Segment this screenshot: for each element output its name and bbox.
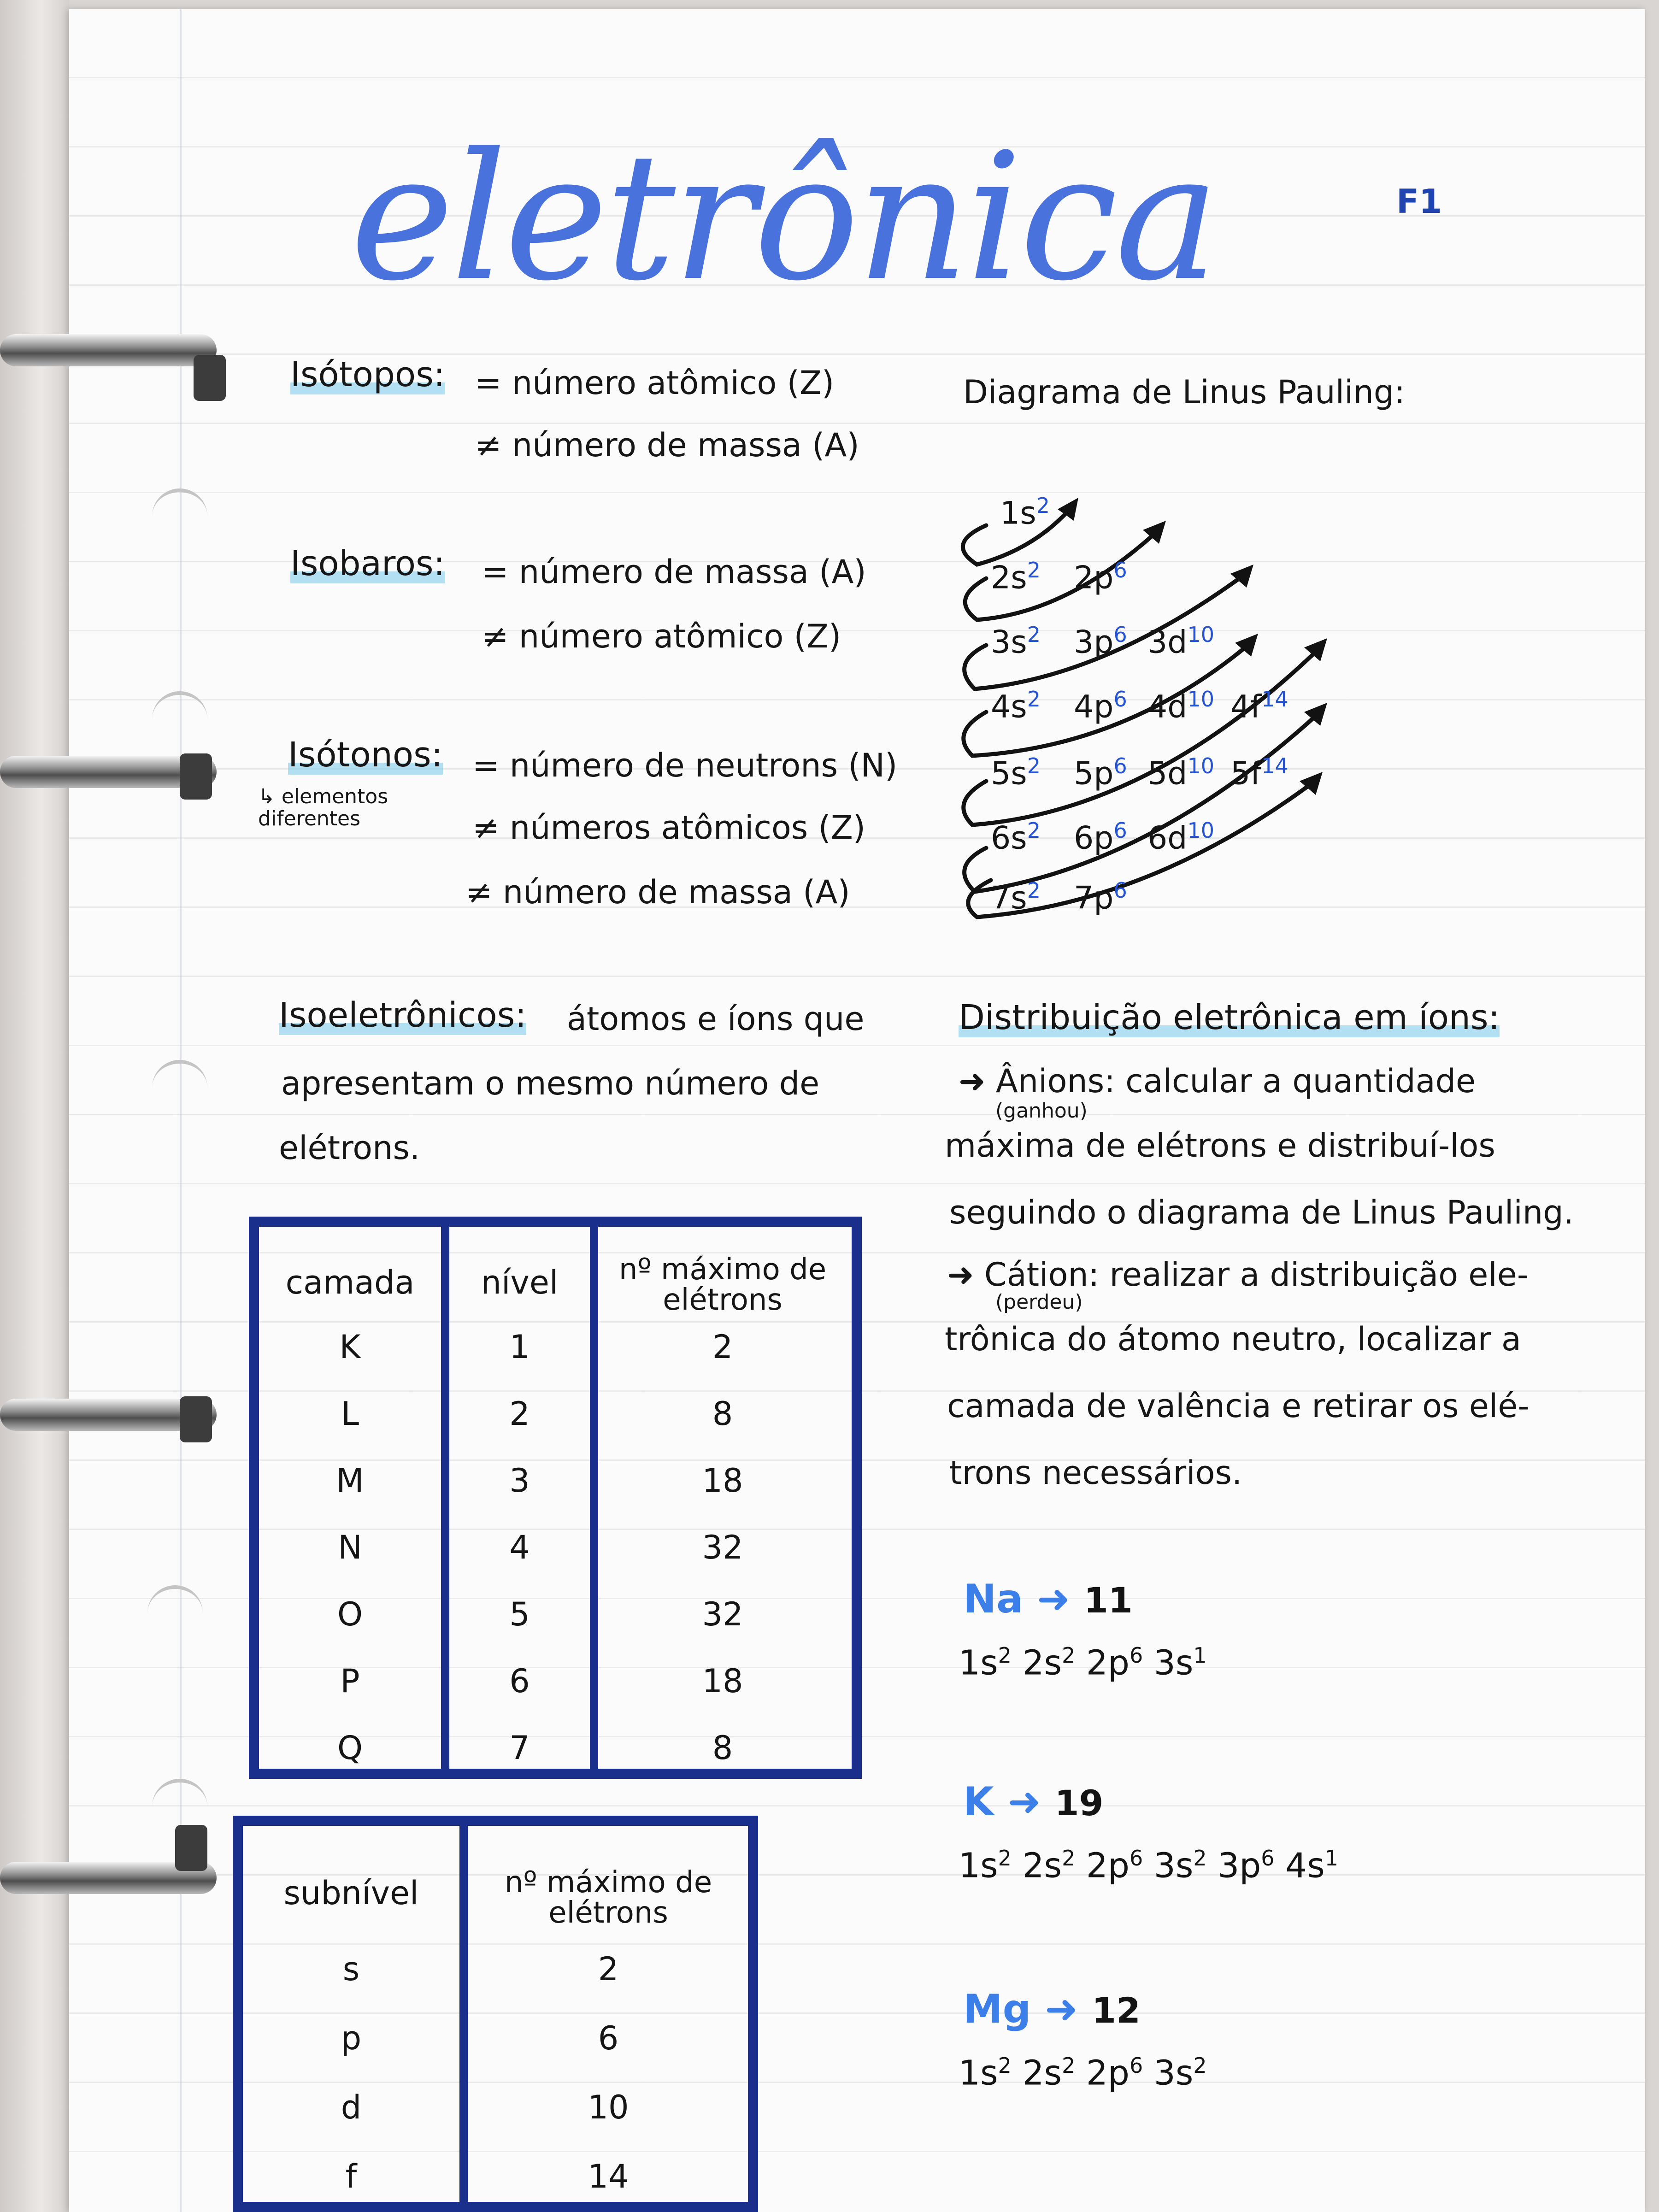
orbital-electrons: 2	[1027, 878, 1041, 903]
table-cell: 18	[702, 1462, 743, 1500]
orbital-electrons: 2	[1062, 2053, 1076, 2078]
ions-title: Distribuição eletrônica em íons:	[959, 998, 1500, 1037]
table-cell: O	[337, 1595, 363, 1633]
cation-line-2: trônica do átomo neutro, localizar a	[945, 1320, 1521, 1358]
arrow-icon: ➜	[1023, 1576, 1084, 1622]
table-header: subnível	[283, 1874, 419, 1912]
orbital-label: 3p	[1074, 624, 1114, 661]
example-header	[963, 1779, 1103, 1825]
table-header: nº máximo de elétrons	[504, 1865, 712, 1930]
table-cell: M	[336, 1462, 364, 1500]
orbital-label: 1s	[1000, 495, 1036, 532]
orbital-electrons: 2	[1027, 818, 1041, 843]
isobaros-line-1: = número de massa (A)	[482, 553, 866, 591]
pauling-orbital	[991, 558, 1041, 596]
orbital-label: 7s	[991, 880, 1027, 917]
isotonos-line-1: = número de neutrons (N)	[472, 747, 898, 784]
orbital-label: 3s	[1153, 1846, 1194, 1886]
orbital-electrons: 2	[998, 2053, 1012, 2078]
orbital-label: 1s	[959, 1846, 998, 1886]
orbital-label: 4d	[1147, 688, 1188, 725]
pauling-orbital	[991, 753, 1041, 792]
isotonos-label: Isótonos:	[288, 735, 443, 775]
orbital-electrons: 2	[998, 1643, 1012, 1668]
pauling-arrow	[965, 710, 1323, 892]
atomic-number: 11	[1083, 1580, 1133, 1621]
orbital-electrons: 6	[1113, 558, 1127, 582]
pauling-orbital	[1147, 622, 1214, 661]
isobaros-line-2: ≠ número atômico (Z)	[482, 618, 841, 655]
orbital-electrons: 2	[1027, 687, 1041, 712]
orbital-label: 2s	[1022, 1643, 1062, 1683]
table-cell: 6	[509, 1662, 530, 1700]
orbital-electrons: 6	[1113, 687, 1127, 712]
cation-note: (perdeu)	[995, 1290, 1083, 1314]
table-cell: N	[338, 1529, 362, 1566]
orbital-label: 1s	[959, 2053, 998, 2093]
orbital-electrons: 2	[1027, 753, 1041, 778]
isotonos-line-2: ≠ números atômicos (Z)	[472, 809, 866, 847]
pauling-orbital	[991, 687, 1041, 725]
pauling-orbital	[1074, 753, 1127, 792]
arrow-icon: ➜	[994, 1779, 1055, 1825]
table-cell: 32	[702, 1529, 743, 1566]
pauling-title: Diagrama de Linus Pauling:	[963, 373, 1405, 411]
pauling-orbital	[1000, 493, 1050, 532]
page-tag: F1	[1396, 182, 1442, 221]
orbital-label: 4p	[1074, 688, 1114, 725]
table-cell: 10	[588, 2088, 629, 2126]
orbital-electrons: 6	[1113, 753, 1127, 778]
orbital-electrons: 2	[1193, 1846, 1207, 1871]
anion-note: (ganhou)	[995, 1099, 1088, 1123]
pauling-arrow	[964, 645, 1323, 825]
orbital-electrons: 1	[1324, 1846, 1339, 1871]
orbital-label: 2p	[1074, 559, 1114, 596]
orbital-electrons: 14	[1261, 687, 1288, 712]
orbital-label: 2s	[1022, 1846, 1062, 1886]
pauling-orbital	[1074, 687, 1127, 725]
table-cell: s	[342, 1950, 360, 1988]
orbital-electrons: 1	[1193, 1643, 1207, 1668]
table-cell: 7	[509, 1729, 530, 1767]
electron-distribution	[959, 2053, 1207, 2093]
atomic-number: 19	[1054, 1783, 1104, 1824]
pauling-orbital	[1147, 687, 1214, 725]
table-cell: d	[341, 2088, 362, 2126]
pauling-orbital	[1230, 687, 1288, 725]
orbital-label: 3s	[991, 624, 1027, 661]
isotopos-label: Isótopos:	[290, 355, 445, 394]
table-divider	[590, 1227, 598, 1769]
arrow-icon: ➜	[959, 1062, 996, 1100]
orbital-electrons: 10	[1187, 753, 1214, 778]
orbital-label: 3d	[1147, 624, 1188, 661]
table-cell: 2	[509, 1395, 530, 1433]
cation-line-1: ➜ Cátion: realizar a distribuição ele-	[947, 1256, 1529, 1294]
orbital-electrons: 6	[1113, 878, 1127, 903]
isotopos-line-2: ≠ número de massa (A)	[475, 426, 859, 464]
orbital-electrons: 2	[1036, 493, 1050, 518]
isotonos-note: ↳ elementos diferentes	[258, 785, 388, 830]
orbital-label: 6s	[991, 820, 1027, 857]
orbital-electrons: 2	[1062, 1643, 1076, 1668]
table-cell: 14	[588, 2158, 629, 2195]
isoeletronicos-line-2: apresentam o mesmo número de	[281, 1065, 820, 1102]
pauling-orbital	[991, 878, 1041, 917]
orbital-electrons: 10	[1187, 818, 1214, 843]
isobaros-label: Isobaros:	[290, 544, 445, 583]
table-cell: P	[340, 1662, 360, 1700]
pauling-orbital	[1147, 753, 1214, 792]
electron-distribution	[959, 1846, 1338, 1886]
table-cell: 4	[509, 1529, 530, 1566]
element-symbol: Mg	[963, 1986, 1031, 2032]
table-cell: Q	[337, 1729, 363, 1767]
orbital-label: 3s	[1153, 2053, 1194, 2093]
table-cell: 8	[712, 1729, 733, 1767]
orbital-electrons: 6	[1129, 2053, 1143, 2078]
orbital-label: 1s	[959, 1643, 998, 1683]
element-symbol: K	[963, 1779, 994, 1825]
table-camadas	[249, 1217, 862, 1779]
orbital-electrons: 10	[1187, 622, 1214, 647]
table-cell: 18	[702, 1662, 743, 1700]
arrow-icon: ➜	[947, 1256, 984, 1294]
cation-line-3: camada de valência e retirar os elé-	[947, 1387, 1530, 1425]
pauling-orbital	[1230, 753, 1288, 792]
orbital-electrons: 2	[1027, 622, 1041, 647]
orbital-electrons: 6	[1129, 1846, 1143, 1871]
table-cell: 3	[509, 1462, 530, 1500]
table-cell: 2	[712, 1328, 733, 1366]
isoeletronicos-line-1: átomos e íons que	[567, 1000, 865, 1038]
atomic-number: 12	[1092, 1990, 1141, 2031]
orbital-label: 3s	[1153, 1643, 1194, 1683]
pauling-orbital	[1074, 622, 1127, 661]
table-cell: 5	[509, 1595, 530, 1633]
table-cell: 1	[509, 1328, 530, 1366]
pauling-orbital	[1074, 818, 1127, 857]
electron-distribution	[959, 1643, 1207, 1683]
orbital-label: 4s	[1285, 1846, 1325, 1886]
isoeletronicos-line-3: elétrons.	[279, 1129, 420, 1167]
orbital-label: 3p	[1218, 1846, 1261, 1886]
isotonos-line-3: ≠ número de massa (A)	[465, 873, 850, 911]
table-divider	[459, 1826, 468, 2202]
orbital-label: 2p	[1086, 1643, 1130, 1683]
orbital-label: 2s	[991, 559, 1027, 596]
table-cell: L	[341, 1395, 359, 1433]
orbital-label: 7p	[1074, 880, 1114, 917]
table-divider	[441, 1227, 449, 1769]
orbital-electrons: 2	[998, 1846, 1012, 1871]
example-header	[963, 1576, 1133, 1622]
orbital-label: 2s	[1022, 2053, 1062, 2093]
orbital-label: 2p	[1086, 2053, 1130, 2093]
table-cell: K	[339, 1328, 361, 1366]
orbital-electrons: 2	[1062, 1846, 1076, 1871]
arrow-icon: ➜	[1031, 1986, 1092, 2032]
cation-line-4: trons necessários.	[949, 1454, 1242, 1492]
table-cell: 2	[598, 1950, 619, 1988]
orbital-label: 2p	[1086, 1846, 1130, 1886]
anion-line-3: seguindo o diagrama de Linus Pauling.	[949, 1194, 1574, 1231]
table-cell: 32	[702, 1595, 743, 1633]
table-cell: 6	[598, 2019, 619, 2057]
isotopos-line-1: = número atômico (Z)	[475, 364, 835, 402]
orbital-label: 5p	[1074, 755, 1114, 792]
orbital-label: 5d	[1147, 755, 1188, 792]
table-header: nível	[481, 1264, 559, 1301]
table-cell: 8	[712, 1395, 733, 1433]
pauling-orbital	[1074, 558, 1127, 596]
pauling-orbital	[1147, 818, 1214, 857]
orbital-electrons: 14	[1261, 753, 1288, 778]
orbital-label: 6p	[1074, 820, 1114, 857]
orbital-label: 5s	[991, 755, 1027, 792]
orbital-electrons: 6	[1261, 1846, 1275, 1871]
orbital-electrons: 2	[1027, 558, 1041, 582]
orbital-electrons: 6	[1113, 818, 1127, 843]
orbital-electrons: 2	[1193, 2053, 1207, 2078]
example-header	[963, 1986, 1141, 2032]
orbital-label: 4f	[1230, 688, 1262, 725]
page-title: eletrônica	[350, 115, 1217, 319]
isoeletronicos-label: Isoeletrônicos:	[279, 995, 527, 1035]
table-header: camada	[285, 1264, 415, 1301]
orbital-label: 4s	[991, 688, 1027, 725]
pauling-orbital	[991, 622, 1041, 661]
anion-line-1: ➜ Ânions: calcular a quantidade	[959, 1062, 1476, 1100]
anion-line-2: máxima de elétrons e distribuí-los	[945, 1127, 1495, 1165]
orbital-electrons: 10	[1187, 687, 1214, 712]
table-subniveis	[233, 1816, 758, 2212]
table-header: nº máximo de elétrons	[618, 1253, 827, 1317]
orbital-electrons: 6	[1129, 1643, 1143, 1668]
table-cell: f	[345, 2158, 357, 2195]
element-symbol: Na	[963, 1576, 1024, 1622]
orbital-label: 6d	[1147, 820, 1188, 857]
table-cell: p	[341, 2019, 362, 2057]
orbital-electrons: 6	[1113, 622, 1127, 647]
pauling-orbital	[1074, 878, 1127, 917]
pauling-orbital	[991, 818, 1041, 857]
orbital-label: 5f	[1230, 755, 1262, 792]
